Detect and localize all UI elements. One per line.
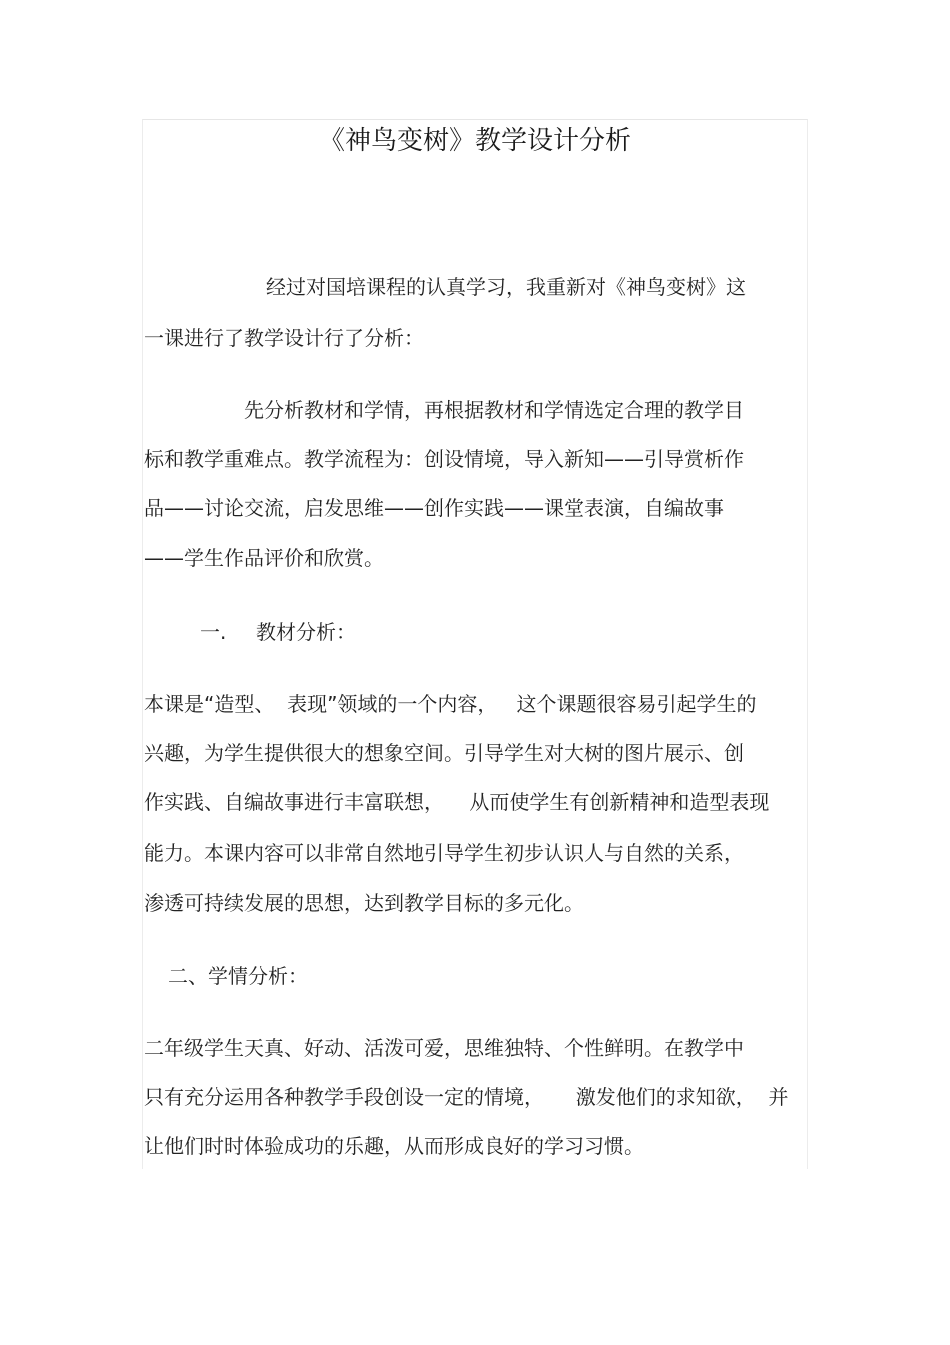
section2-line-1: 二年级学生天真、好动、活泼可爱，思维独特、个性鲜明。在教学中	[144, 1036, 744, 1060]
overview-line-2: 标和教学重难点。教学流程为：创设情境，导入新知——引导赏析作	[144, 447, 744, 471]
intro-line-1: 经过对国培课程的认真学习，我重新对《神鸟变树》这	[266, 275, 746, 299]
section2-line-2: 只有充分运用各种教学手段创设一定的情境， 激发他们的求知欲， 并	[144, 1085, 789, 1109]
section1-heading-number: 一.	[200, 620, 227, 644]
overview-line-1: 先分析教材和学情，再根据教材和学情选定合理的教学目	[244, 398, 744, 422]
section2-line-3: 让他们时时体验成功的乐趣，从而形成良好的学习习惯。	[144, 1134, 644, 1158]
section1-line-3: 作实践、自编故事进行丰富联想， 从而使学生有创新精神和造型表现	[144, 790, 770, 814]
overview-line-4: ——学生作品评价和欣赏。	[144, 546, 384, 570]
section1-line-2: 兴趣，为学生提供很大的想象空间。引导学生对大树的图片展示、创	[144, 741, 744, 765]
section1-heading-text: 教材分析：	[256, 620, 356, 644]
intro-line-2: 一课进行了教学设计行了分析：	[144, 326, 424, 350]
section1-line-4: 能力。本课内容可以非常自然地引导学生初步认识人与自然的关系，	[144, 841, 744, 865]
section1-line-1: 本课是“造型、 表现”领域的一个内容， 这个课题很容易引起学生的	[144, 692, 757, 716]
overview-line-3: 品——讨论交流，启发思维——创作实践——课堂表演，自编故事	[144, 496, 724, 520]
section2-heading: 二、学情分析：	[168, 964, 308, 988]
section1-line-5: 渗透可持续发展的思想，达到教学目标的多元化。	[144, 891, 584, 915]
document-title: 《神鸟变树》教学设计分析	[318, 126, 631, 156]
